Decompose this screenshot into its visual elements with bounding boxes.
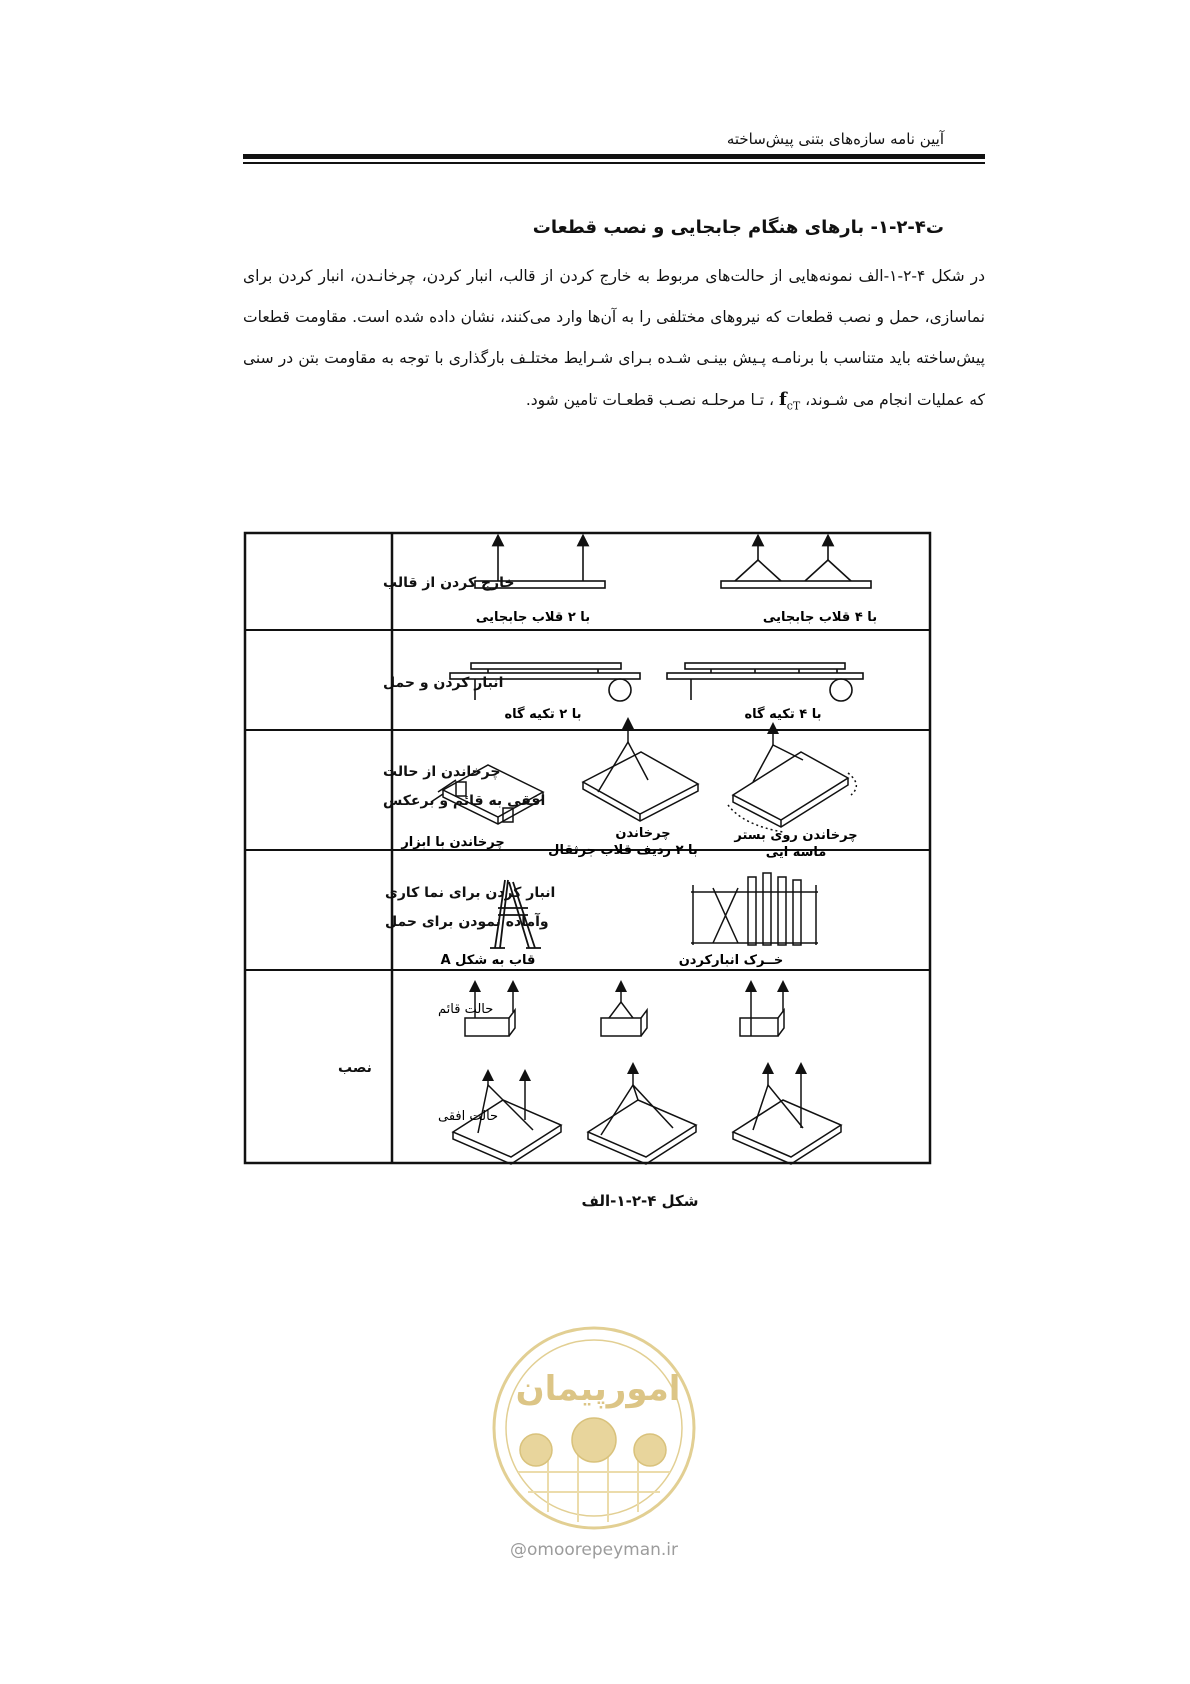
caption-two-rows-line2: با ۲ ردیف قلاب جرثقال (548, 843, 698, 858)
fct-symbol: $f_{cT}$ (778, 389, 801, 413)
row-label-facade-line1: انبار کردن برای نما کاری (385, 885, 556, 901)
label-vertical-state: حالت قائم (438, 1002, 494, 1017)
caption-2-supports: با ۲ تکیه گاه (504, 707, 582, 722)
storage-rack-drawing (691, 873, 818, 945)
demold-4-hooks-drawing (721, 540, 871, 588)
watermark-logo (488, 1322, 700, 1534)
handling-figure (243, 530, 933, 1165)
body-text-after: ، تـا مرحلـه نصـب قطعـات تامین شود. (525, 391, 779, 409)
caption-4-hooks: با ۴ قلاب جابجایی (762, 610, 878, 625)
caption-storage-rack: خــرک انبارکردن (678, 953, 784, 968)
section-heading: ت۴-۲-۱- بارهای هنگام جابجایی و نصب قطعات (532, 217, 944, 238)
caption-sand-bed-line2: ماسه ایی (765, 845, 827, 860)
caption-a-frame: قاب به شکل A (440, 953, 536, 968)
watermark-url: @omoorepeyman.ir (510, 1540, 679, 1560)
row-label-rotate-line1: چرخاندن از حالت (383, 764, 501, 780)
row-label-storage: انبار کردن و حمل (383, 675, 504, 691)
page-header-title: آیین نامه سازه‌های بتنی پیش‌ساخته (726, 130, 944, 148)
section-body (243, 256, 985, 427)
row-label-rotate-line2: افقی به قائم و برعکس (383, 793, 546, 809)
watermark-logo-text: امورپیمان (515, 1369, 681, 1409)
row-label-facade-line2: وآماده نمودن برای حمل (385, 914, 549, 930)
caption-two-rows-line1: چرخاندن (615, 826, 671, 841)
header-rule-thick (243, 154, 985, 159)
label-horizontal-state: حالت افقی (438, 1109, 499, 1124)
caption-sand-bed-line1: چرخاندن روی بستر (734, 828, 858, 843)
rotate-two-rows-drawing (583, 723, 698, 821)
storage-4-supports-drawing (667, 663, 863, 701)
demold-2-hooks-drawing (475, 540, 605, 588)
caption-with-tool: چرخاندن با ابزار (401, 835, 505, 850)
figure-caption: شکل ۴-۲-۱-الف (581, 1192, 699, 1210)
header-rule-thin (243, 162, 985, 164)
install-vertical-drawings (465, 986, 784, 1036)
body-paragraph (243, 256, 985, 427)
caption-2-hooks: با ۲ قلاب جابجایی (475, 610, 591, 625)
row-label-install: نصب (338, 1060, 372, 1076)
row-label-demold: خارج کردن از قالب (383, 575, 515, 591)
rotate-sand-bed-drawing (728, 728, 856, 832)
caption-4-supports: با ۴ تکیه گاه (744, 707, 822, 722)
body-text-before: در شکل ۴-۲-۱-الف نمونه‌هایی از حالت‌های مربوط به خارج کردن از قالب، انبار کردن، چرخانـدن، انبار کردن برای نماسازی، حمل و نصب قطعات که نیروهای مختلفی را به آن‌ها وارد می‌کنند، نشان داده شده است. مقاومت قطعات پیش‌ساخته باید متناسب با برنامـه پـیش بینـی شـده بـرای شـرایط مختلـف بارگذاری با توجه به مقاومت بتن در سنی که عملیات انجام می شـوند، (243, 267, 985, 409)
install-horizontal-drawings (453, 1068, 841, 1164)
